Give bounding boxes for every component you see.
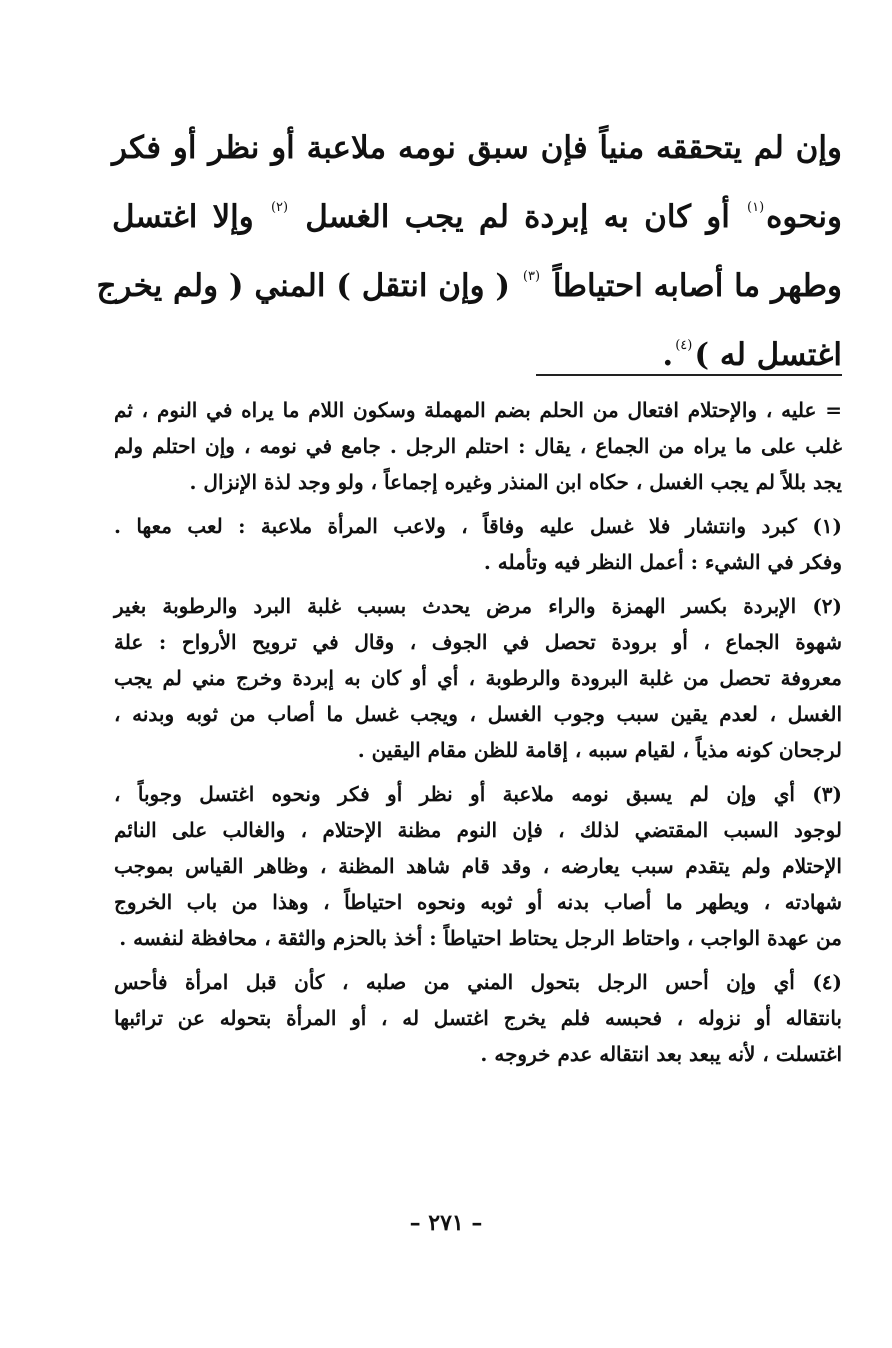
- footnote-line: (٣) أي وإن لم يسبق نومه ملاعبة أو نظر أو فكر ونحوه اغتسل وجوباً ،: [114, 782, 842, 806]
- main-line-2: [112, 178, 842, 247]
- footnote-divider: [536, 374, 842, 376]
- main-fragment: ( وإن انتقل ) المني ( ولم يخرج: [96, 268, 511, 304]
- footnote-line: (٤) أي وإن أحس الرجل بتحول المني من صلبه ، كأن قبل امرأة فأحس: [114, 970, 842, 994]
- footnote-mark-4: (٤): [675, 338, 693, 353]
- footnote-line: بانتقاله أو نزوله ، فحبسه فلم يخرج اغتسل له ، أو المرأة بتحوله عن ترائبها: [114, 1006, 842, 1030]
- footnote-1: [114, 508, 842, 580]
- footnote-mark-1: (١): [747, 200, 765, 215]
- footnote-line: معروفة تحصل من غلبة البرودة والرطوبة ، أي أو كان به إبردة وخرج مني لم يجب: [114, 666, 842, 690]
- footnote-2: [114, 588, 842, 768]
- footnote-line: اغتسلت ، لأنه يبعد بعد انتقاله عدم خروجه .: [480, 1042, 842, 1066]
- main-line-1: وإن لم يتحققه منياً فإن سبق نومه ملاعبة أو نظر أو فكر: [112, 130, 842, 166]
- main-fragment: .: [662, 337, 674, 373]
- main-fragment: اغتسل له ): [694, 337, 842, 373]
- main-text: [96, 118, 843, 385]
- footnote-line: الإحتلام ولم يتقدم سبب يعارضه ، وقد قام شاهد المظنة ، وظاهر القياس بموجب: [114, 854, 842, 878]
- main-fragment: أو كان به إبردة لم يجب الغسل: [305, 199, 730, 235]
- main-fragment: وإلا اغتسل: [112, 199, 254, 235]
- footnote-line: = عليه ، والإحتلام افتعال من الحلم بضم المهملة وسكون اللام ما يراه في النوم ، ثم: [114, 398, 842, 422]
- footnote-line: (٢) الإبردة بكسر الهمزة والراء مرض يحدث بسبب غلبة البرد والرطوبة بغير: [114, 594, 843, 618]
- footnote-mark-2: (٢): [270, 200, 289, 215]
- footnote-line: غلب على ما يراه من الجماع ، يقال : احتلم الرجل . جامع في نومه ، وإن احتلم ولم: [114, 434, 842, 458]
- footnote-line: وفكر في الشيء : أعمل النظر فيه وتأمله .: [483, 550, 842, 574]
- footnote-3: [114, 776, 842, 956]
- page-number: – ٢٧١ –: [409, 1210, 483, 1236]
- footnote-line: (١) كبرد وانتشار فلا غسل عليه وفاقاً ، ولاعب المرأة ملاعبة : لعب معها .: [114, 514, 842, 538]
- footnotes: [114, 392, 842, 1080]
- footnote-line: لرجحان كونه مذياً ، لقيام سببه ، إقامة للظن مقام اليقين .: [357, 738, 842, 762]
- footnote-line: لوجود السبب المقتضي لذلك ، فإن النوم مظنة الإحتلام ، والغالب على النائم: [114, 818, 842, 842]
- footnote-line: شهادته ، ويطهر ما أصاب بدنه أو ثوبه ونحوه احتياطاً ، وهذا من باب الخروج: [114, 890, 842, 914]
- main-fragment: ونحوه: [766, 199, 843, 235]
- footnote-line: من عهدة الواجب ، واحتاط الرجل يحتاط احتياطاً : أخذ بالحزم والثقة ، محافظة لنفسه .: [119, 926, 842, 950]
- footnote-4: [114, 964, 842, 1072]
- footnote-continuation: [114, 392, 842, 500]
- main-line-3: [96, 247, 842, 316]
- footnote-line: الغسل ، لعدم يقين سبب وجوب الغسل ، ويجب غسل ما أصاب من ثوبه وبدنه ،: [114, 702, 842, 726]
- footnote-line: شهوة الجماع ، أو برودة تحصل في الجوف ، وقال في ترويح الأرواح : علة: [114, 630, 842, 654]
- footnote-mark-3: (٣): [522, 269, 541, 284]
- main-fragment: وطهر ما أصابه احتياطاً: [552, 268, 842, 304]
- footnote-line: يجد بللاً لم يجب الغسل ، حكاه ابن المنذر وغيره إجماعاً ، ولو وجد لذة الإنزال .: [189, 470, 842, 494]
